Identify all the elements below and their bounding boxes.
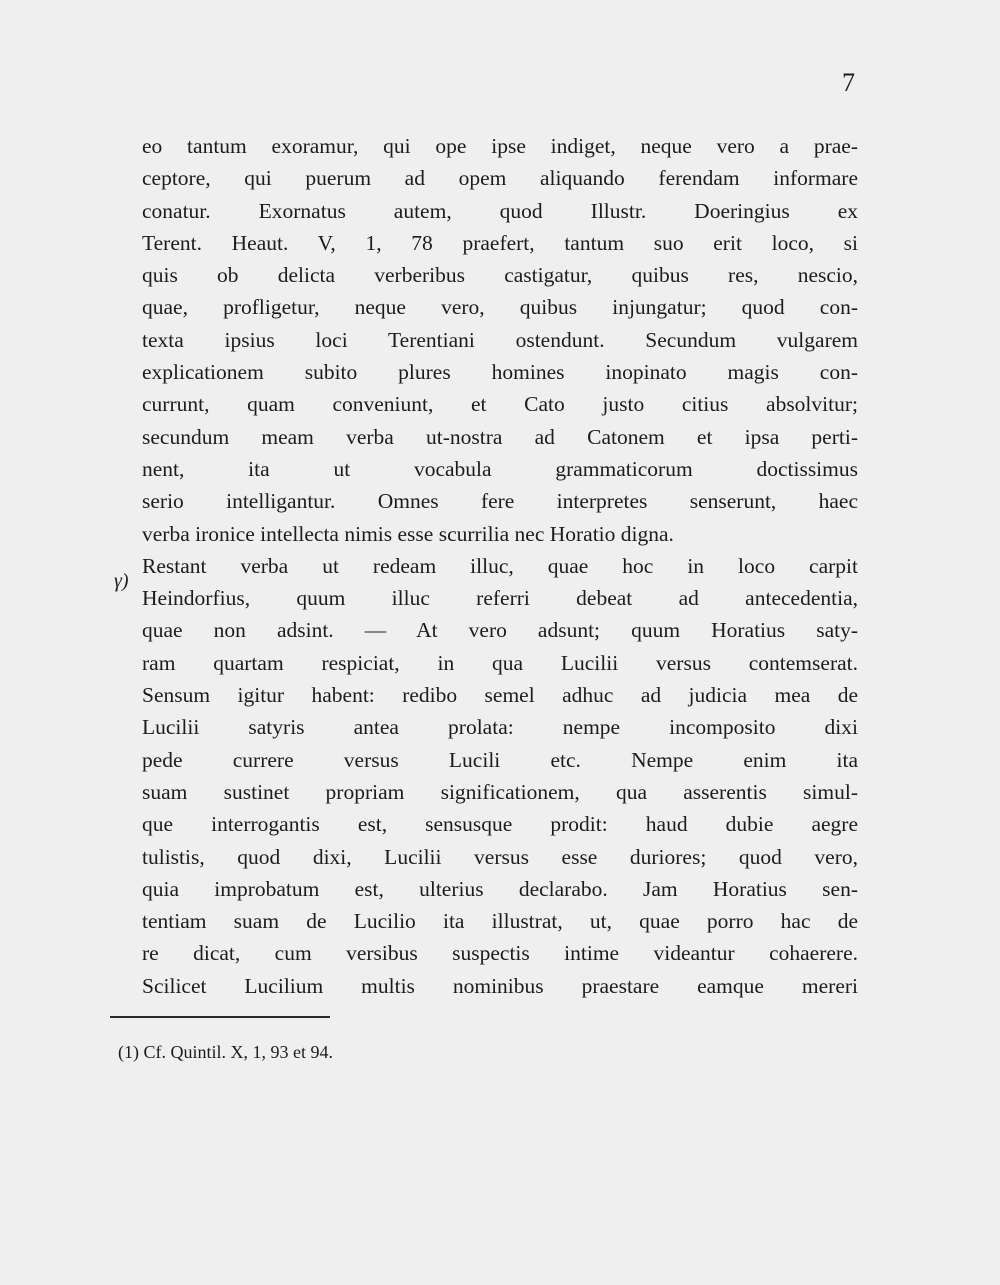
text-line: quae non adsint. — At vero adsunt; quum Horatius saty- xyxy=(142,618,858,643)
text-line: quia improbatum est, ulterius declarabo. Jam Horatius sen- xyxy=(142,876,858,901)
section-marker: γ) xyxy=(114,570,129,592)
text-line: currunt, quam conveniunt, et Cato justo citius absolvitur; xyxy=(142,392,858,417)
text-line: Restant verba ut redeam illuc, quae hoc in loco carpit xyxy=(142,553,858,578)
text-line: tulistis, quod dixi, Lucilii versus esse duriores; quod vero, xyxy=(142,844,858,869)
text-line: verba ironice intellecta nimis esse scurrilia nec Horatio digna. xyxy=(142,521,674,546)
text-line: ceptore, qui puerum ad opem aliquando ferendam informare xyxy=(142,166,858,191)
text-line: serio intelligantur. Omnes fere interpretes senserunt, haec xyxy=(142,489,858,514)
text-line: Sensum igitur habent: redibo semel adhuc ad judicia mea de xyxy=(142,683,858,708)
body-text xyxy=(142,130,858,1002)
text-line: conatur. Exornatus autem, quod Illustr. Doeringius ex xyxy=(142,198,858,223)
text-line: Terent. Heaut. V, 1, 78 praefert, tantum suo erit loco, si xyxy=(142,230,858,255)
text-line: eo tantum exoramur, qui ope ipse indiget, neque vero a prae- xyxy=(142,134,858,158)
text-line: pede currere versus Lucili etc. Nempe enim ita xyxy=(142,747,858,772)
footnote: (1) Cf. Quintil. X, 1, 93 et 94. xyxy=(118,1042,333,1062)
text-line: que interrogantis est, sensusque prodit: haud dubie aegre xyxy=(142,812,858,837)
page-number: 7 xyxy=(842,68,855,97)
text-line: secundum meam verba ut-nostra ad Catonem et ipsa perti- xyxy=(142,424,858,449)
text-line: explicationem subito plures homines inopinato magis con- xyxy=(142,360,858,385)
text-line: ram quartam respiciat, in qua Lucilii versus contemserat. xyxy=(142,650,858,675)
text-line: texta ipsius loci Terentiani ostendunt. Secundum vulgarem xyxy=(142,327,858,352)
text-line: Heindorfius, quum illuc referri debeat ad antecedentia, xyxy=(142,586,858,611)
text-line: Scilicet Lucilium multis nominibus praestare eamque mereri xyxy=(142,973,858,998)
text-line: quis ob delicta verberibus castigatur, quibus res, nescio, xyxy=(142,263,858,288)
text-line: Lucilii satyris antea prolata: nempe incomposito dixi xyxy=(142,715,858,740)
text-line: suam sustinet propriam significationem, qua asserentis simul- xyxy=(142,779,858,804)
text-line: re dicat, cum versibus suspectis intime videantur cohaerere. xyxy=(142,941,858,966)
text-line: tentiam suam de Lucilio ita illustrat, ut, quae porro hac de xyxy=(142,909,858,934)
footnote-divider xyxy=(110,1016,330,1018)
text-line: nent, ita ut vocabula grammaticorum doctissimus xyxy=(142,456,858,481)
text-line: quae, profligetur, neque vero, quibus injungatur; quod con- xyxy=(142,295,858,320)
